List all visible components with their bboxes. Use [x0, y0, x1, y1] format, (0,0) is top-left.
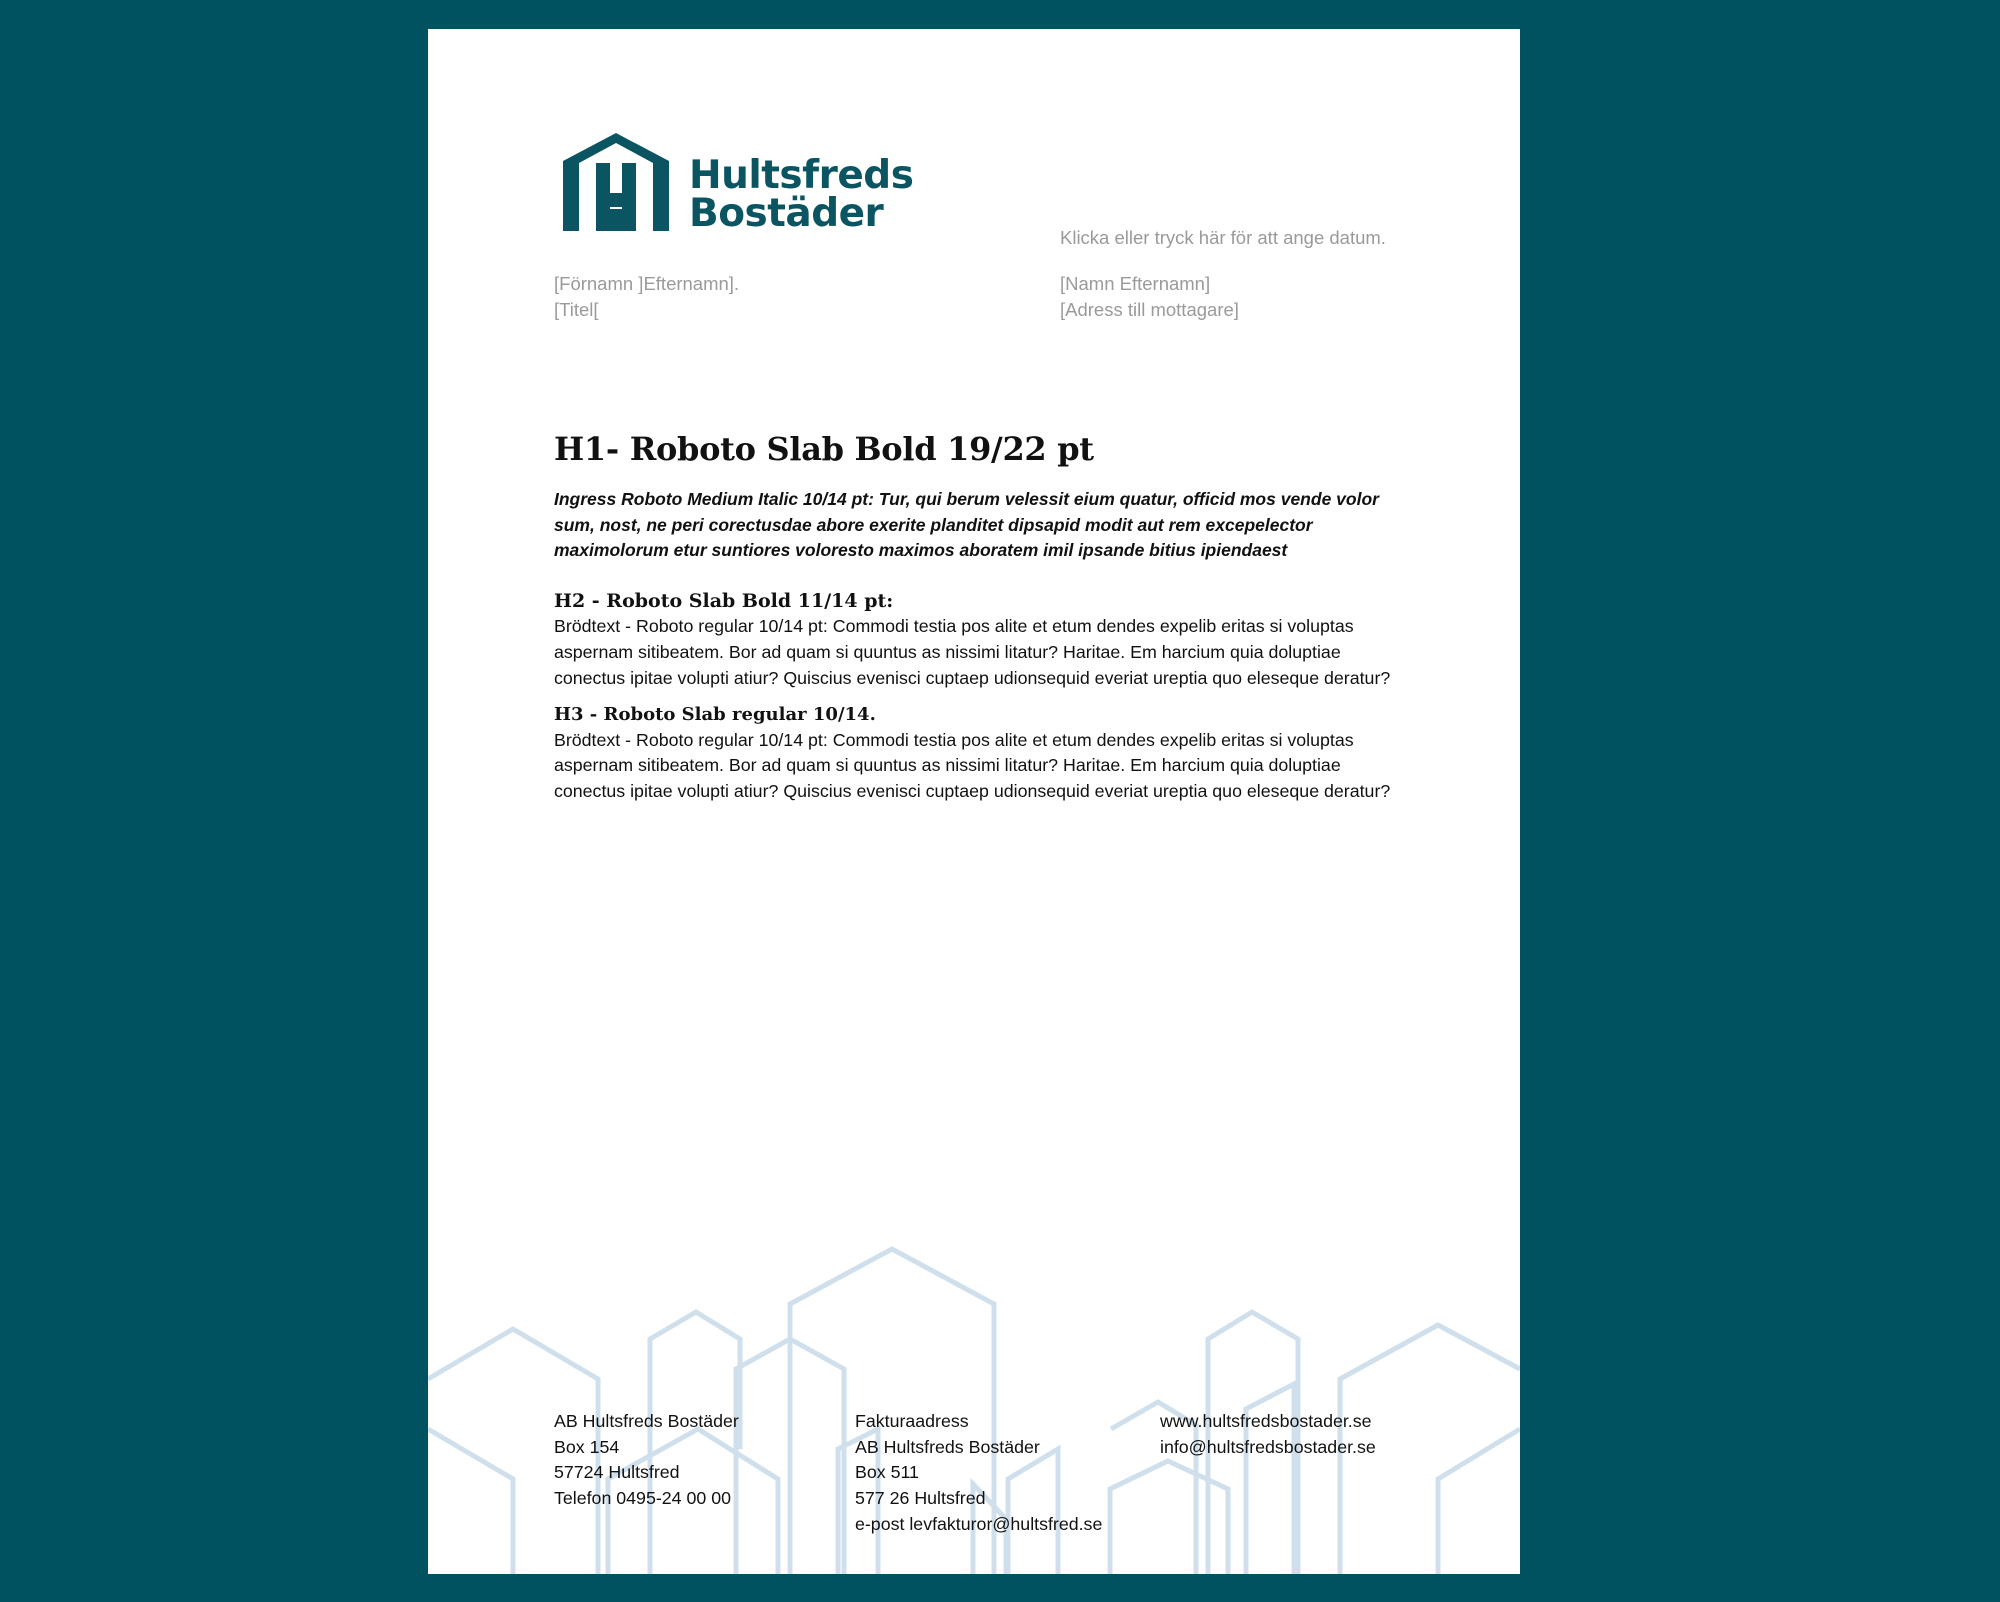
recipient-block	[1060, 271, 1239, 322]
footer-line: 57724 Hultsfred	[554, 1462, 680, 1483]
footer-line: Telefon 0495-24 00 00	[554, 1488, 731, 1509]
footer-invoice-address	[855, 1409, 1102, 1538]
footer-line: Box 154	[554, 1436, 620, 1457]
company-logo	[563, 133, 914, 243]
footer-email: e-post levfakturor@hultsfred.se	[855, 1513, 1103, 1534]
ingress-paragraph: Ingress Roboto Medium Italic 10/14 pt: Tur, qui berum velessit eium quatur, officid mos vende volor sum, nost, ne peri corectusdae abore exerite planditet dipsapid modit aut rem excepelector maximolorum etur suntiores voloresto maximos aboratem imil ipsande bitius ipiendaest	[554, 489, 1379, 561]
sender-block	[554, 271, 739, 322]
footer-website-link[interactable]: www.hultsfredsbostader.se	[1160, 1411, 1372, 1431]
logo-line-2: Bostäder	[689, 191, 884, 236]
footer-email-link[interactable]: info@hultsfredsbostader.se	[1160, 1436, 1376, 1457]
heading-3: H3 - Roboto Slab regular 10/14.	[554, 703, 876, 725]
letter-page	[428, 29, 1520, 1574]
date-placeholder[interactable]: Klicka eller tryck här för att ange datum.	[1060, 227, 1386, 248]
body-paragraph-2: Brödtext - Roboto regular 10/14 pt: Commodi testia pos alite et etum dendes expelib eritas si voluptas aspernam sitibeatem. Bor ad quam si quuntus as nissimi litatur? Haritae. Em harcium quia doluptiae conectus ipitae volupti atiur? Quiscius evenisci cuptaep udionsequid everiat ureptia quo eleseque deratur?	[554, 729, 1391, 802]
letter-content	[554, 429, 1414, 815]
footer-line: Fakturaadress	[855, 1411, 969, 1431]
footer-line: AB Hultsfreds Bostäder	[855, 1436, 1040, 1457]
heading-1: H1- Roboto Slab Bold 19/22 pt	[554, 430, 1094, 468]
sender-name[interactable]: [Förnamn ]Efternamn].	[554, 273, 740, 294]
footer-company-address	[554, 1409, 739, 1512]
house-logo-icon	[563, 133, 669, 235]
footer-line: Box 511	[855, 1462, 919, 1483]
sender-title[interactable]: [Titel[	[554, 298, 599, 320]
logo-wordmark	[689, 153, 914, 236]
footer-line: AB Hultsfreds Bostäder	[554, 1411, 739, 1431]
recipient-name[interactable]: [Namn Efternamn]	[1060, 273, 1211, 294]
heading-2: H2 - Roboto Slab Bold 11/14 pt:	[554, 590, 894, 613]
recipient-address[interactable]: [Adress till mottagare]	[1060, 298, 1239, 320]
logo-line-1: Hultsfreds	[689, 153, 914, 198]
footer-line: 577 26 Hultsfred	[855, 1488, 986, 1509]
footer-web	[1160, 1409, 1376, 1460]
body-paragraph-1: Brödtext - Roboto regular 10/14 pt: Commodi testia pos alite et etum dendes expelib eritas si voluptas aspernam sitibeatem. Bor ad quam si quuntus as nissimi litatur? Haritae. Em harcium quia doluptiae conectus ipitae volupti atiur? Quiscius evenisci cuptaep udionsequid everiat ureptia quo eleseque deratur?	[554, 616, 1391, 688]
